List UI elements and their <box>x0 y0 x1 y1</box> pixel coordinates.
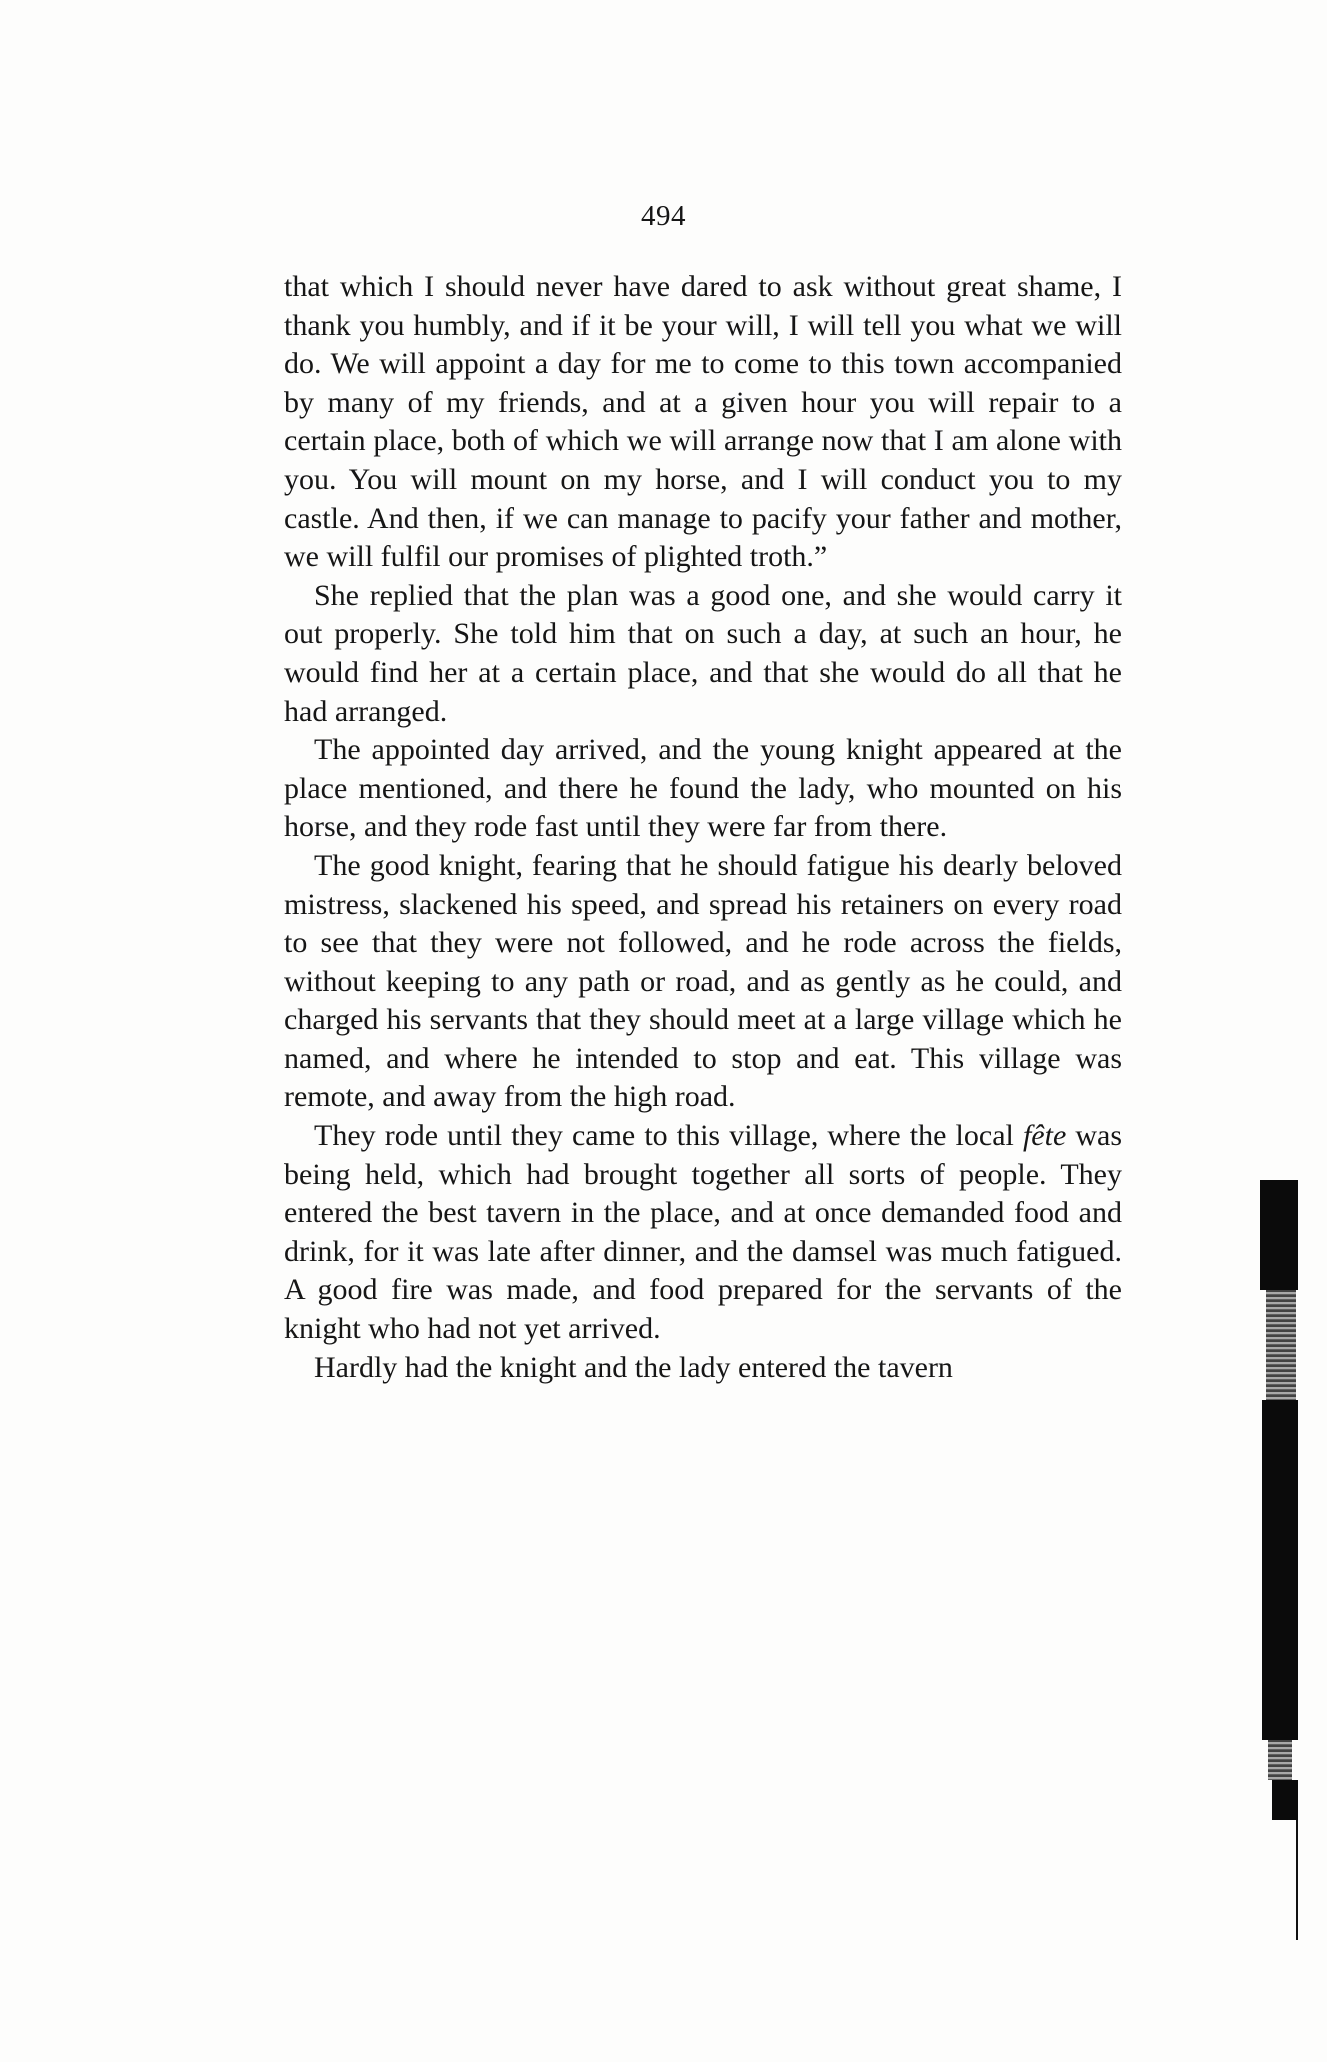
italic-word-fete: fête <box>1022 1119 1067 1153</box>
body-text <box>284 268 1122 1387</box>
paragraph-3: The appointed day arrived, and the young knight appeared at the place mentioned, and there he found the lady, who mounted on his horse, and they rode fast until they were far from there. <box>284 733 1122 844</box>
page-number: 494 <box>641 200 686 232</box>
paragraph-1: that which I should never have dared to ask without great shame, I thank you humbly, and if it be your will, I will tell you what we will do. We will appoint a day for me to come to this town accompanied by many of my friends, and at a given hour you will repair to a certain place, both of which we will arrange now that I am alone with you. You will mount on my horse, and I will conduct you to my castle. And then, if we can manage to pacify your father and mother, we will fulfil our promises of plighted troth.” <box>284 270 1122 574</box>
scan-edge-artifact <box>1258 1180 1300 1940</box>
paragraph-6: Hardly had the knight and the lady entered the tavern <box>314 1350 953 1384</box>
paragraph-5-part-2: was being held, which had brought together all sorts of people. They entered the best tavern in the place, and at once demanded food and drink, for it was late after dinner, and the damsel was much fatigued. A good fire was made, and food prepared for the servants of the knight who had not yet arrived. <box>284 1119 1123 1346</box>
paragraph-2: She replied that the plan was a good one, and she would carry it out properly. She told him that on such a day, at such an hour, he would find her at a certain place, and that she would do all that he had arranged. <box>284 578 1122 728</box>
paragraph-4: The good knight, fearing that he should fatigue his dearly beloved mistress, slackened his speed, and spread his retainers on every road to see that they were not followed, and he rode across the fields, without keeping to any path or road, and as gently as he could, and charged his servants that they should meet at a large village which he named, and where he intended to stop and eat. This village was remote, and away from the high road. <box>284 848 1122 1114</box>
paragraph-5 <box>284 1117 1122 1349</box>
paragraph-5-part-1: They rode until they came to this village, where the local <box>314 1119 1023 1153</box>
